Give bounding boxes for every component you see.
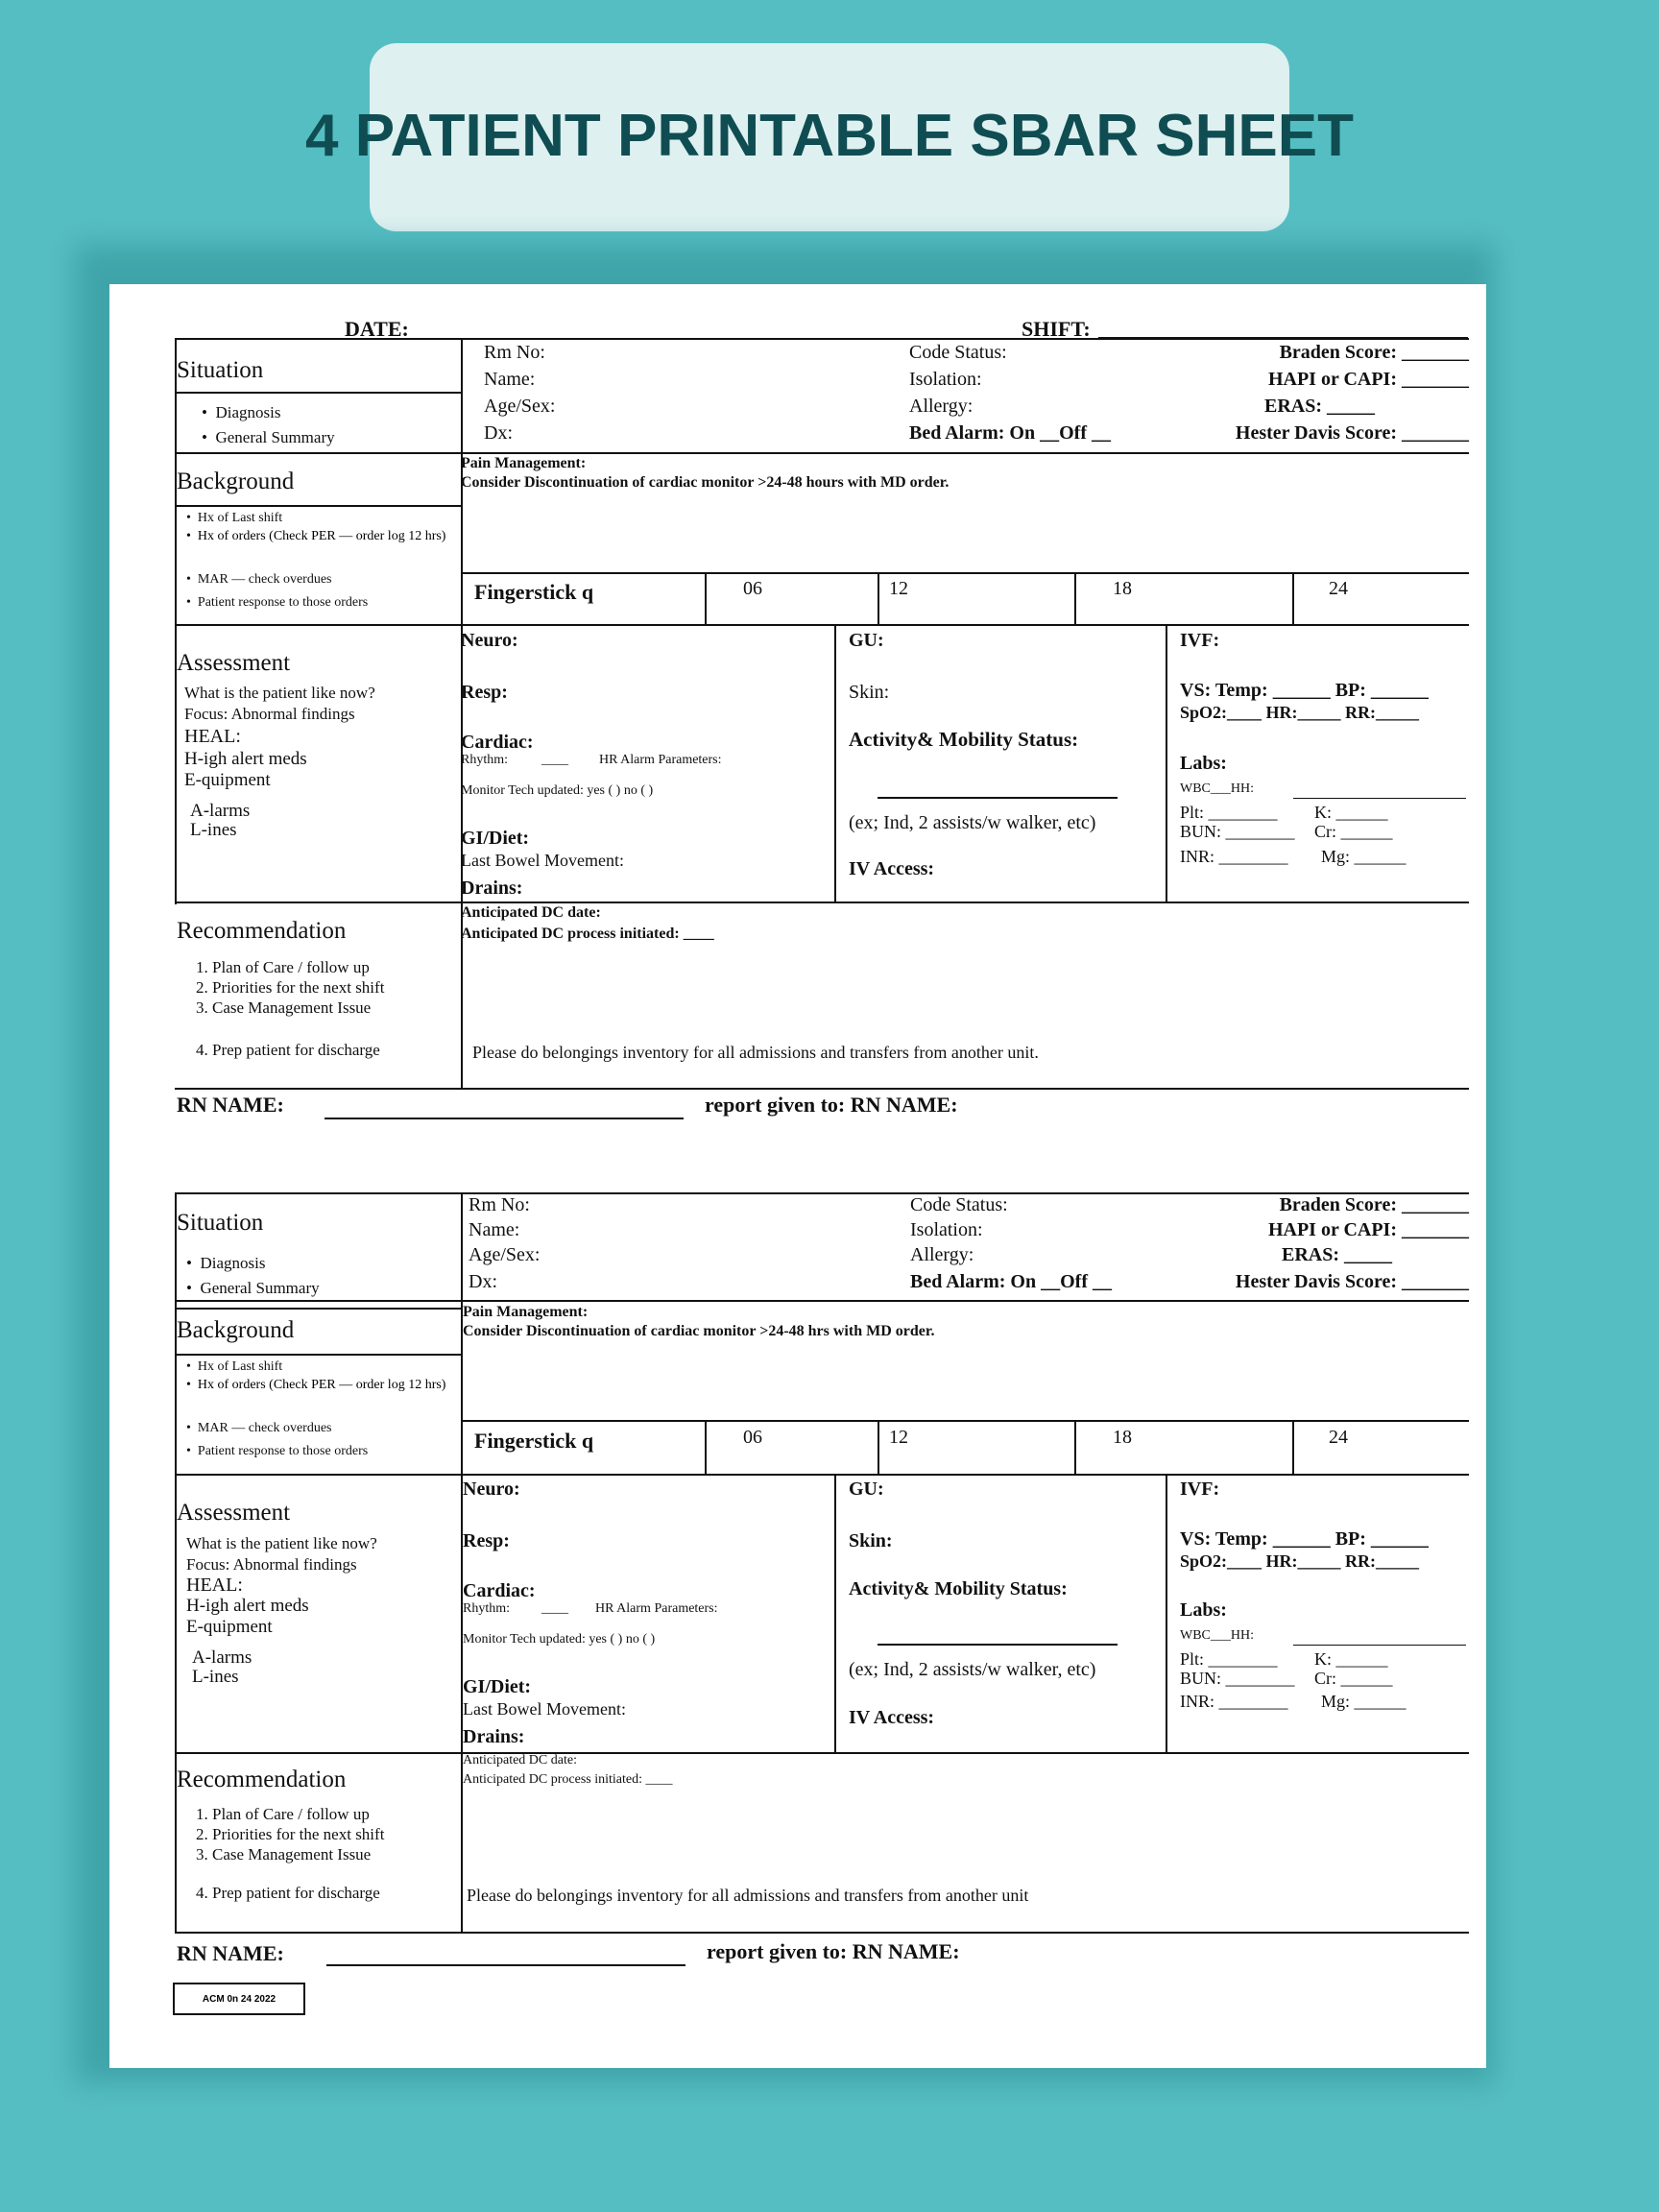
activity-label: Activity& Mobility Status: [849,728,1079,751]
assessment-heal-h: H-igh alert meds [186,1596,309,1616]
plt-label: Plt: ________ [1180,803,1278,822]
assessment-heal-e: E-quipment [184,770,271,790]
activity-hint: (ex; Ind, 2 assists/w walker, etc) [849,1659,1096,1680]
assessment-heal-a: A-larms [190,801,251,821]
date-label: DATE: [345,317,409,341]
labs-label: Labs: [1180,753,1227,774]
inr-label: INR: ________ [1180,1692,1288,1711]
assessment-heal-e: E-quipment [186,1617,273,1637]
dc-date-label: Anticipated DC date: [461,904,601,921]
dc-date-label: Anticipated DC date: [463,1753,577,1767]
background-bullet-1: • Hx of Last shift [186,1359,283,1374]
assessment-line-1: What is the patient like now? [186,1534,377,1552]
fingerstick-time-24: 24 [1329,1427,1348,1448]
recommendation-item-3: 3. Case Management Issue [196,998,372,1017]
rn-name-label: RN NAME: [177,1941,284,1965]
resp-label: Resp: [461,682,508,703]
rhythm-label: Rhythm: [461,753,509,767]
gu-label: GU: [849,1479,884,1500]
wbc-label: WBC___HH: [1180,781,1254,796]
dc-process-label: Anticipated DC process initiated: ____ [461,926,714,942]
code-status-label: Code Status: [910,1194,1008,1215]
situation-bullet-2: • General Summary [186,1279,320,1297]
fingerstick-time-18: 18 [1113,578,1132,599]
neuro-label: Neuro: [461,630,518,651]
hr-alarm-label: HR Alarm Parameters: [595,1601,718,1616]
background-bullet-4: • Patient response to those orders [186,595,369,610]
braden-label: Braden Score: _______ [1279,1194,1469,1215]
rhythm-label: Rhythm: [463,1601,511,1616]
recommendation-item-2: 2. Priorities for the next shift [196,1825,385,1843]
hr-alarm-label: HR Alarm Parameters: [599,753,722,767]
assessment-heal-l: L-ines [190,820,237,840]
situation-bullet-1: • Diagnosis [186,1254,266,1272]
fingerstick-time-12: 12 [889,1427,908,1448]
rn-name-label: RN NAME: [177,1093,284,1117]
background-bullet-3: • MAR — check overdues [186,1421,332,1435]
vs-label: VS: Temp: ______ BP: ______ [1180,680,1429,701]
assessment-title: Assessment [177,650,291,676]
recommendation-item-1: 1. Plan of Care / follow up [196,958,370,976]
fingerstick-time-12: 12 [889,578,908,599]
assessment-line-1: What is the patient like now? [184,684,375,702]
situation-bullet-1: • Diagnosis [202,403,281,421]
monitor-tech-label: Monitor Tech updated: yes ( ) no ( ) [461,783,654,798]
code-status-label: Code Status: [909,342,1007,363]
pain-management-label: Pain Management: [461,455,587,471]
assessment-title: Assessment [177,1500,291,1526]
bowel-label: Last Bowel Movement: [463,1699,626,1719]
inventory-note: Please do belongings inventory for all admissions and transfers from another unit. [472,1043,1039,1062]
isolation-label: Isolation: [909,369,982,390]
name-label: Name: [484,369,536,390]
hapi-label: HAPI or CAPI: _______ [1267,369,1469,390]
ivf-label: IVF: [1180,1479,1220,1500]
recommendation-title: Recommendation [177,1767,347,1792]
pain-management-label: Pain Management: [463,1304,589,1320]
eras-label: ERAS: _____ [1281,1244,1392,1265]
background-title: Background [177,1317,295,1343]
monitor-tech-label: Monitor Tech updated: yes ( ) no ( ) [463,1632,656,1647]
sbar-paper [109,284,1486,2068]
background-bullet-2: • Hx of orders (Check PER — order log 12 hrs) [186,1378,446,1392]
mg-label: Mg: ______ [1321,1692,1407,1711]
fingerstick-label: Fingerstick q [474,1429,594,1453]
rm-no-label: Rm No: [469,1194,530,1215]
report-given-label: report given to: RN NAME: [707,1939,960,1963]
eras-label: ERAS: _____ [1263,396,1375,417]
background-title: Background [177,469,295,494]
rhythm-blank: ____ [541,1601,568,1616]
inr-label: INR: ________ [1180,847,1288,866]
cardiac-monitor-note: Consider Discontinuation of cardiac monitor >24-48 hrs with MD order. [463,1323,935,1339]
hapi-label: HAPI or CAPI: _______ [1267,1219,1469,1240]
recommendation-item-3: 3. Case Management Issue [196,1845,372,1863]
background-bullet-2: • Hx of orders (Check PER — order log 12 hrs) [186,529,446,543]
dc-process-label: Anticipated DC process initiated: ____ [463,1772,673,1787]
age-sex-label: Age/Sex: [484,396,556,417]
drains-label: Drains: [463,1726,525,1747]
assessment-heal-h: H-igh alert meds [184,749,307,769]
spo2-label: SpO2:____ HR:_____ RR:_____ [1180,703,1420,722]
k-label: K: ______ [1314,1649,1388,1669]
cardiac-label: Cardiac: [461,732,534,753]
assessment-heal-l: L-ines [192,1667,239,1687]
background-bullet-4: • Patient response to those orders [186,1444,369,1458]
recommendation-item-1: 1. Plan of Care / follow up [196,1805,370,1823]
age-sex-label: Age/Sex: [469,1244,541,1265]
hester-label: Hester Davis Score: _______ [1235,422,1469,444]
bowel-label: Last Bowel Movement: [461,851,624,870]
cardiac-label: Cardiac: [463,1580,536,1601]
gi-diet-label: GI/Diet: [463,1676,532,1697]
assessment-heal-a: A-larms [192,1647,252,1668]
cr-label: Cr: ______ [1314,1669,1393,1688]
iv-access-label: IV Access: [849,1707,935,1728]
revision-stamp: ACM 0n 24 2022 [173,1983,305,2015]
resp-label: Resp: [463,1530,510,1551]
dx-label: Dx: [469,1271,497,1292]
rm-no-label: Rm No: [484,342,545,363]
allergy-label: Allergy: [909,396,974,417]
fingerstick-time-18: 18 [1113,1427,1132,1448]
assessment-line-2: Focus: Abnormal findings [184,705,355,723]
mg-label: Mg: ______ [1321,847,1407,866]
assessment-line-2: Focus: Abnormal findings [186,1555,357,1574]
rhythm-blank: ____ [541,753,568,767]
recommendation-item-2: 2. Priorities for the next shift [196,978,385,997]
skin-label: Skin: [849,682,890,703]
inventory-note: Please do belongings inventory for all admissions and transfers from another unit [467,1886,1029,1905]
name-label: Name: [469,1219,520,1240]
vs-label: VS: Temp: ______ BP: ______ [1180,1528,1429,1550]
shift-label: SHIFT: [1022,317,1091,341]
recommendation-title: Recommendation [177,918,347,944]
activity-hint: (ex; Ind, 2 assists/w walker, etc) [849,812,1096,833]
drains-label: Drains: [461,878,523,899]
labs-label: Labs: [1180,1599,1227,1621]
fingerstick-time-24: 24 [1329,578,1348,599]
report-given-label: report given to: RN NAME: [705,1093,958,1117]
braden-label: Braden Score: _______ [1279,342,1469,363]
skin-label: Skin: [849,1530,893,1551]
bun-label: BUN: ________ [1180,1669,1295,1688]
iv-access-label: IV Access: [849,858,935,879]
fingerstick-time-06: 06 [743,578,762,599]
allergy-label: Allergy: [910,1244,974,1265]
gi-diet-label: GI/Diet: [461,828,530,849]
wbc-label: WBC___HH: [1180,1628,1254,1643]
cardiac-monitor-note: Consider Discontinuation of cardiac monitor >24-48 hours with MD order. [461,474,950,491]
situation-bullet-2: • General Summary [202,428,335,446]
bed-alarm-label: Bed Alarm: On __Off __ [909,422,1111,444]
sbar-form-1 [109,338,1486,1202]
situation-title: Situation [177,357,264,383]
isolation-label: Isolation: [910,1219,983,1240]
cr-label: Cr: ______ [1314,822,1393,841]
background-bullet-3: • MAR — check overdues [186,572,332,587]
dx-label: Dx: [484,422,513,444]
spo2-label: SpO2:____ HR:_____ RR:_____ [1180,1551,1420,1571]
k-label: K: ______ [1314,803,1388,822]
background-bullet-1: • Hx of Last shift [186,511,283,525]
recommendation-item-4: 4. Prep patient for discharge [196,1041,380,1059]
situation-title: Situation [177,1210,264,1236]
bun-label: BUN: ________ [1180,822,1295,841]
neuro-label: Neuro: [463,1479,520,1500]
bed-alarm-label: Bed Alarm: On __Off __ [910,1271,1112,1292]
assessment-heal: HEAL: [184,726,241,747]
ivf-label: IVF: [1180,630,1220,651]
fingerstick-label: Fingerstick q [474,580,594,604]
activity-label: Activity& Mobility Status: [849,1578,1068,1599]
page-title: 4 PATIENT PRINTABLE SBAR SHEET [305,103,1354,169]
fingerstick-time-06: 06 [743,1427,762,1448]
plt-label: Plt: ________ [1180,1649,1278,1669]
hester-label: Hester Davis Score: _______ [1235,1271,1469,1292]
assessment-heal: HEAL: [186,1575,243,1596]
recommendation-item-4: 4. Prep patient for discharge [196,1884,380,1902]
sbar-form-2 [109,1192,1486,2056]
gu-label: GU: [849,630,884,651]
